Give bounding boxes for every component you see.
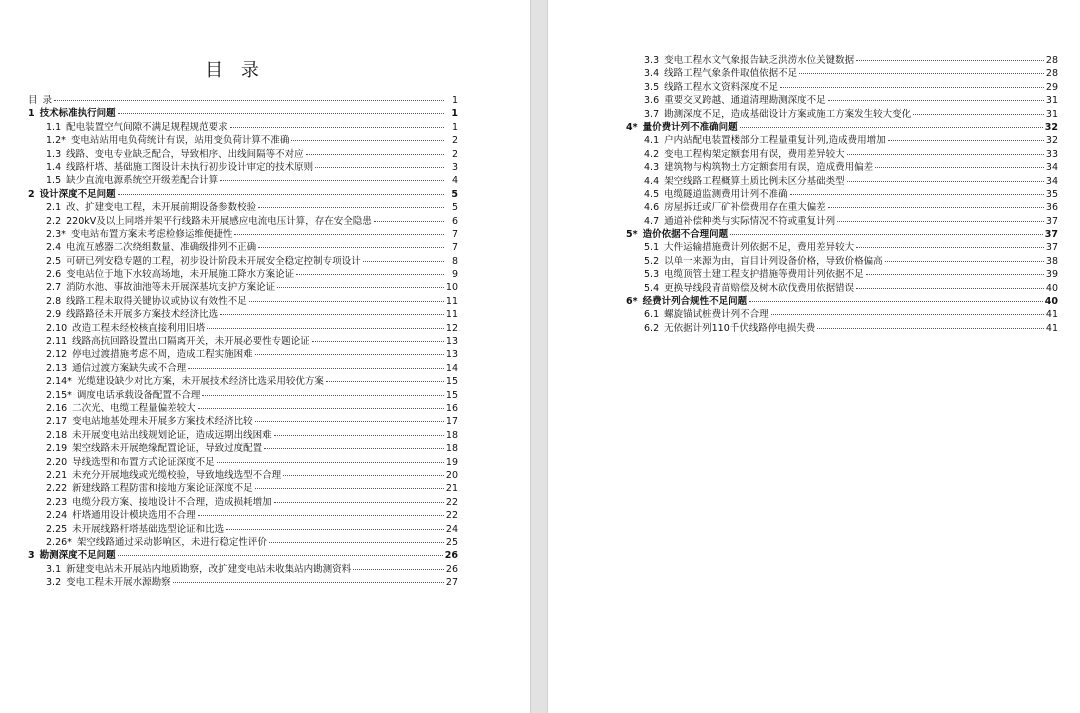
- toc-entry-page: 8: [451, 255, 458, 267]
- toc-leader-dots: [258, 207, 444, 208]
- toc-entry-title: 缺少直流电源系统空开级差配合计算: [66, 175, 219, 187]
- toc-leader-dots: [856, 60, 1044, 61]
- toc-entry-number: 2.9: [46, 309, 62, 321]
- toc-entry-title: 线路、变电专业缺乏配合，导致相序、出线间隔等不对应: [66, 148, 304, 160]
- toc-entry[interactable]: [626, 108, 1058, 121]
- left-page: [0, 0, 530, 713]
- toc-entry-page: 14: [445, 362, 458, 374]
- toc-entry-page: 29: [1045, 81, 1058, 93]
- toc-entry-page: 41: [1045, 322, 1058, 334]
- toc-entry[interactable]: [28, 121, 458, 134]
- toc-entry[interactable]: [28, 456, 458, 469]
- toc-leader-dots: [740, 127, 1043, 128]
- toc-entry-title: 变电站站用电负荷统计有误，站用变负荷计算不准确: [70, 135, 290, 147]
- toc-leader-dots: [847, 154, 1044, 155]
- toc-leader-dots: [269, 542, 444, 543]
- toc-entry-title: 新建线路工程防雷和接地方案论证深度不足: [72, 483, 253, 495]
- toc-entry-page: 2: [451, 135, 458, 147]
- toc-entry[interactable]: [28, 536, 458, 549]
- toc-entry-number: 1.2*: [46, 135, 66, 147]
- toc-entry-title: 线路工程未取得关键协议或协议有效性不足: [66, 295, 247, 307]
- toc-entry[interactable]: [28, 469, 458, 482]
- toc-entry[interactable]: [626, 228, 1058, 241]
- toc-entry-number: 2.23: [46, 496, 68, 508]
- toc-leader-dots: [828, 207, 1044, 208]
- toc-entry-title: 配电装置空气间隙不满足规程规范要求: [66, 121, 228, 133]
- toc-leader-dots: [847, 181, 1044, 182]
- right-toc-list: [626, 54, 1058, 335]
- toc-entry-page: 22: [445, 496, 458, 508]
- toc-leader-dots: [255, 488, 444, 489]
- toc-entry-number: 3: [28, 550, 35, 562]
- toc-entry-page: 13: [445, 349, 458, 361]
- toc-entry[interactable]: [28, 228, 458, 241]
- toc-entry-title: 停电过渡措施考虑不周，造成工程实施困难: [72, 349, 253, 361]
- toc-entry-title: 重要交叉跨越、通道清理勘测深度不足: [664, 95, 826, 107]
- toc-entry[interactable]: [28, 268, 458, 281]
- toc-entry[interactable]: [28, 496, 458, 509]
- toc-entry[interactable]: [28, 281, 458, 294]
- toc-leader-dots: [799, 73, 1044, 74]
- toc-entry-number: 2.18: [46, 429, 68, 441]
- toc-entry-title: 二次光、电缆工程量偏差较大: [72, 402, 196, 414]
- toc-entry-number: 3.4: [644, 68, 660, 80]
- toc-entry-number: 2.24: [46, 510, 68, 522]
- toc-entry-title: 勘测深度不足，造成基础设计方案或施工方案发生较大变化: [664, 108, 912, 120]
- toc-entry-number: 6*: [626, 296, 638, 308]
- toc-leader-dots: [274, 435, 444, 436]
- page-gutter: [530, 0, 548, 713]
- toc-entry-page: 28: [1045, 68, 1058, 80]
- toc-entry-title: 导线选型和布置方式论证深度不足: [72, 456, 215, 468]
- toc-entry-page: 26: [445, 563, 458, 575]
- toc-entry-page: 37: [1045, 242, 1058, 254]
- toc-entry-page: 17: [445, 416, 458, 428]
- toc-entry-page: 15: [445, 376, 458, 388]
- toc-entry-number: 4.2: [644, 148, 660, 160]
- toc-entry-title: 变电工程构架定额套用有误，费用差异较大: [664, 148, 845, 160]
- toc-entry-title: 经费计列合规性不足问题: [642, 296, 748, 308]
- toc-entry[interactable]: [28, 563, 458, 576]
- toc-entry[interactable]: [626, 255, 1058, 268]
- toc-entry-title: 设计深度不足问题: [39, 188, 116, 200]
- toc-entry-title: 消防水池、事故油池等未开展深基坑支护方案论证: [66, 282, 276, 294]
- toc-leader-dots: [255, 421, 444, 422]
- toc-entry[interactable]: [28, 107, 458, 120]
- toc-entry-number: 2.6: [46, 269, 62, 281]
- toc-entry-number: 2.7: [46, 282, 62, 294]
- toc-entry-number: 5.1: [644, 242, 660, 254]
- toc-entry-title: 架空线路工程概算土质比例未区分基础类型: [664, 175, 845, 187]
- toc-leader-dots: [790, 194, 1044, 195]
- toc-entry[interactable]: [28, 549, 458, 562]
- toc-entry[interactable]: [626, 308, 1058, 321]
- toc-leader-dots: [913, 114, 1044, 115]
- toc-leader-dots: [198, 515, 444, 516]
- toc-entry-page: 5: [451, 188, 458, 200]
- toc-leader-dots: [226, 529, 444, 530]
- toc-entry[interactable]: [28, 295, 458, 308]
- toc-entry-title: 变电工程未开展水源勘察: [66, 577, 171, 589]
- toc-leader-dots: [118, 555, 443, 556]
- toc-leader-dots: [54, 100, 444, 101]
- toc-leader-dots: [374, 221, 444, 222]
- toc-entry-page: 34: [1045, 175, 1058, 187]
- toc-title: 目 录: [205, 60, 265, 81]
- toc-entry-page: 41: [1045, 309, 1058, 321]
- toc-entry[interactable]: [626, 295, 1058, 308]
- toc-entry-number: 3.7: [644, 108, 660, 120]
- toc-entry-number: 2.11: [46, 336, 68, 348]
- toc-entry-title: 造价依据不合理问题: [642, 229, 729, 241]
- toc-leader-dots: [312, 341, 444, 342]
- toc-leader-dots: [230, 127, 444, 128]
- toc-entry-page: 18: [445, 429, 458, 441]
- toc-entry[interactable]: [28, 482, 458, 495]
- toc-entry-page: 34: [1045, 162, 1058, 174]
- toc-entry-title: 架空线路未开展绝缘配置论证，导致过度配置: [72, 443, 263, 455]
- toc-entry-page: 33: [1045, 148, 1058, 160]
- toc-entry-title: 杆塔通用设计模块选用不合理: [72, 510, 196, 522]
- toc-entry-number: 2.15*: [46, 389, 72, 401]
- toc-entry-title: 可研已列安稳专题的工程，初步设计阶段未开展安全稳定控制专项设计: [66, 255, 361, 267]
- toc-entry-title: 线路杆塔、基础施工图设计未执行初步设计审定的技术原则: [66, 161, 314, 173]
- toc-leader-dots: [326, 381, 444, 382]
- toc-entry-page: 15: [445, 389, 458, 401]
- toc-leader-dots: [283, 475, 444, 476]
- toc-entry-title: 通道补偿种类与实际情况不符或重复计列: [664, 215, 836, 227]
- toc-entry-page: 12: [445, 322, 458, 334]
- toc-leader-dots: [828, 100, 1044, 101]
- toc-entry-page: 5: [451, 202, 458, 214]
- toc-entry-title: 房屋拆迁或厂矿补偿费用存在重大偏差: [664, 202, 826, 214]
- toc-entry-page: 28: [1045, 55, 1058, 66]
- toc-entry-number: 2.14*: [46, 376, 72, 388]
- toc-entry-number: 2.8: [46, 295, 62, 307]
- toc-entry-page: 7: [451, 228, 458, 240]
- toc-entry-title: 更换导线段青苗赔偿及树木砍伐费用依据错误: [664, 282, 855, 294]
- right-page: [548, 0, 1080, 713]
- toc-entry-page: 11: [445, 295, 458, 307]
- toc-leader-dots: [866, 274, 1044, 275]
- toc-leader-dots: [856, 288, 1044, 289]
- toc-entry-number: 2.25: [46, 523, 68, 535]
- toc-entry-page: 10: [445, 282, 458, 294]
- toc-entry-title: 螺旋锚试桩费计列不合理: [664, 309, 769, 321]
- toc-entry-number: 2.16: [46, 402, 68, 414]
- toc-leader-dots: [885, 261, 1044, 262]
- toc-entry-page: 31: [1045, 108, 1058, 120]
- toc-entry-number: 3.3: [644, 55, 660, 66]
- left-toc-list: [28, 94, 458, 589]
- toc-entry-page: 24: [445, 523, 458, 535]
- toc-entry-page: 19: [445, 456, 458, 468]
- toc-entry-page: 35: [1045, 188, 1058, 200]
- toc-entry-number: 2.17: [46, 416, 68, 428]
- toc-entry-number: 1: [28, 108, 35, 120]
- toc-leader-dots: [255, 354, 444, 355]
- toc-entry-page: 37: [1044, 229, 1058, 241]
- toc-entry-title: 电缆分段方案、接地设计不合理，造成损耗增加: [72, 496, 272, 508]
- toc-entry-title: 未开展变电站出线规划论证，造成远期出线困难: [72, 429, 272, 441]
- toc-leader-dots: [249, 301, 444, 302]
- toc-entry[interactable]: [28, 134, 458, 147]
- toc-entry-number: 3.6: [644, 95, 660, 107]
- toc-entry[interactable]: [626, 268, 1058, 281]
- toc-entry-number: 5.4: [644, 282, 660, 294]
- toc-leader-dots: [198, 408, 444, 409]
- toc-entry[interactable]: [28, 174, 458, 187]
- toc-leader-dots: [217, 462, 444, 463]
- toc-entry[interactable]: [626, 161, 1058, 174]
- toc-entry-title: 电缆顶管土建工程支护措施等费用计列依据不足: [664, 269, 864, 281]
- toc-entry-page: 3: [451, 161, 458, 173]
- toc-leader-dots: [277, 287, 444, 288]
- toc-entry[interactable]: [28, 429, 458, 442]
- toc-entry-number: 1.3: [46, 148, 62, 160]
- toc-entry-page: 20: [445, 469, 458, 481]
- toc-entry[interactable]: [28, 94, 458, 107]
- toc-entry-title: 大件运输措施费计列依据不足，费用差异较大: [664, 242, 855, 254]
- toc-leader-dots: [207, 328, 444, 329]
- toc-leader-dots: [875, 167, 1044, 168]
- toc-entry[interactable]: [28, 523, 458, 536]
- toc-entry[interactable]: [28, 215, 458, 228]
- toc-entry[interactable]: [626, 81, 1058, 94]
- toc-entry[interactable]: [626, 134, 1058, 147]
- toc-entry-page: 32: [1045, 135, 1058, 147]
- toc-leader-dots: [118, 194, 444, 195]
- toc-entry-number: 1.1: [46, 121, 62, 133]
- toc-leader-dots: [296, 274, 444, 275]
- toc-entry-title: 光缆建设缺少对比方案，未开展技术经济比选采用较优方案: [76, 376, 324, 388]
- toc-leader-dots: [220, 314, 444, 315]
- toc-entry-page: 18: [445, 443, 458, 455]
- toc-entry-title: 电缆隧道监测费用计列不准确: [664, 188, 788, 200]
- toc-entry-number: 5*: [626, 229, 638, 241]
- toc-entry-title: 技术标准执行问题: [39, 108, 116, 120]
- toc-leader-dots: [220, 180, 444, 181]
- toc-entry-page: 13: [445, 336, 458, 348]
- toc-entry[interactable]: [28, 362, 458, 375]
- toc-entry-page: 22: [445, 510, 458, 522]
- toc-entry-title: 线路高抗回路设置出口隔离开关，未开展必要性专题论证: [72, 336, 310, 348]
- toc-entry-title: 线路路径未开展多方案技术经济比选: [66, 309, 219, 321]
- toc-entry[interactable]: [28, 375, 458, 388]
- toc-entry-number: 2.1: [46, 202, 62, 214]
- toc-leader-dots: [264, 448, 444, 449]
- toc-entry-number: 2.19: [46, 443, 68, 455]
- toc-leader-dots: [856, 247, 1044, 248]
- toc-entry-number: 2.4: [46, 242, 62, 254]
- toc-entry-page: 40: [1045, 282, 1058, 294]
- toc-entry-number: 2.12: [46, 349, 68, 361]
- toc-entry[interactable]: [626, 94, 1058, 107]
- toc-entry-number: 4*: [626, 121, 638, 133]
- toc-entry-number: 目: [28, 95, 38, 106]
- toc-entry-number: 3.5: [644, 81, 660, 93]
- toc-entry-page: 25: [445, 536, 458, 548]
- toc-entry[interactable]: [28, 442, 458, 455]
- toc-leader-dots: [780, 87, 1044, 88]
- toc-entry-number: 4.7: [644, 215, 660, 227]
- toc-entry-page: 16: [445, 402, 458, 414]
- toc-entry-number: 2.10: [46, 322, 68, 334]
- toc-entry-page: 39: [1045, 269, 1058, 281]
- toc-entry-number: 6.1: [644, 309, 660, 321]
- toc-entry-page: 1: [451, 121, 458, 133]
- toc-entry-title: 未充分开展地线或光缆校验，导致地线选型不合理: [72, 469, 282, 481]
- toc-entry-number: 6.2: [644, 322, 660, 334]
- toc-entry-number: 2.13: [46, 362, 68, 374]
- toc-entry-number: 2.5: [46, 255, 62, 267]
- toc-entry-page: 1: [451, 108, 458, 120]
- toc-entry-title: 勘测深度不足问题: [39, 550, 116, 562]
- toc-entry-title: 变电站位于地下水较高场地，未开展施工降水方案论证: [66, 269, 295, 281]
- toc-entry[interactable]: [626, 241, 1058, 254]
- toc-entry-number: 2.3*: [46, 228, 66, 240]
- toc-entry[interactable]: [626, 282, 1058, 295]
- toc-leader-dots: [173, 582, 444, 583]
- toc-leader-dots: [353, 569, 444, 570]
- toc-entry-number: 3.1: [46, 563, 62, 575]
- toc-entry-number: 1.5: [46, 175, 62, 187]
- toc-entry[interactable]: [28, 335, 458, 348]
- toc-entry[interactable]: [626, 175, 1058, 188]
- toc-entry-number: 2.20: [46, 456, 68, 468]
- toc-entry-page: 26: [444, 550, 458, 562]
- toc-entry[interactable]: [28, 148, 458, 161]
- toc-leader-dots: [274, 502, 444, 503]
- toc-entry-page: 32: [1044, 121, 1058, 133]
- toc-entry-title: 未开展线路杆塔基础选型论证和比选: [72, 523, 225, 535]
- toc-entry[interactable]: [28, 308, 458, 321]
- toc-entry-title: 新建变电站未开展站内地质勘察，改扩建变电站未收集站内勘测资料: [66, 563, 352, 575]
- toc-entry-number: 3.2: [46, 577, 62, 589]
- toc-leader-dots: [771, 314, 1044, 315]
- toc-entry[interactable]: [28, 322, 458, 335]
- toc-entry[interactable]: [28, 509, 458, 522]
- toc-entry[interactable]: [626, 67, 1058, 80]
- toc-leader-dots: [306, 154, 444, 155]
- toc-entry-title: 无依据计列110千伏线路停电损失费: [664, 322, 816, 334]
- toc-entry[interactable]: [626, 54, 1058, 67]
- toc-entry-number: 4.1: [644, 135, 660, 147]
- toc-entry[interactable]: [28, 188, 458, 201]
- toc-entry-title: 线路工程气象条件取值依据不足: [664, 68, 798, 80]
- toc-entry-title: 变电站地基处理未开展多方案技术经济比较: [72, 416, 253, 428]
- toc-entry-page: 6: [451, 215, 458, 227]
- toc-leader-dots: [363, 261, 444, 262]
- toc-entry[interactable]: [626, 322, 1058, 335]
- toc-leader-dots: [315, 167, 444, 168]
- toc-entry-title: 变电站布置方案未考虑检修运维便捷性: [70, 228, 233, 240]
- toc-entry-page: 4: [451, 175, 458, 187]
- toc-entry-title: 电流互感器二次绕组数量、准确级排列不正确: [66, 242, 257, 254]
- toc-entry[interactable]: [28, 201, 458, 214]
- toc-entry[interactable]: [626, 121, 1058, 134]
- toc-entry-number: 2.22: [46, 483, 68, 495]
- toc-leader-dots: [888, 140, 1044, 141]
- toc-entry-title: 户内站配电装置楼部分工程量重复计列,造成费用增加: [664, 135, 886, 147]
- toc-leader-dots: [188, 368, 444, 369]
- toc-entry-page: 27: [445, 577, 458, 589]
- toc-entry-title: 录: [42, 95, 53, 106]
- toc-entry-page: 21: [445, 483, 458, 495]
- toc-entry-title: 量价费计列不准确问题: [642, 121, 738, 133]
- toc-entry[interactable]: [626, 188, 1058, 201]
- toc-entry-title: 220kV及以上同塔并架平行线路未开展感应电流电压计算，存在安全隐患: [66, 215, 372, 227]
- toc-entry-title: 架空线路通过采动影响区，未进行稳定性评价: [76, 536, 267, 548]
- toc-entry[interactable]: [28, 241, 458, 254]
- toc-entry-number: 4.4: [644, 175, 660, 187]
- toc-entry-number: 2.2: [46, 215, 62, 227]
- toc-entry-page: 11: [445, 309, 458, 321]
- toc-entry-title: 线路工程水文资料深度不足: [664, 81, 779, 93]
- toc-entry-page: 7: [451, 242, 458, 254]
- toc-leader-dots: [258, 247, 444, 248]
- toc-leader-dots: [817, 328, 1044, 329]
- toc-entry[interactable]: [626, 148, 1058, 161]
- toc-entry-page: 1: [451, 95, 458, 106]
- toc-leader-dots: [234, 234, 444, 235]
- toc-entry[interactable]: [28, 415, 458, 428]
- toc-entry-title: 以单一来源为由，盲目计列设备价格，导致价格偏高: [664, 255, 883, 267]
- toc-entry-page: 40: [1044, 296, 1058, 308]
- toc-entry[interactable]: [28, 576, 458, 589]
- toc-entry-page: 36: [1045, 202, 1058, 214]
- toc-leader-dots: [291, 140, 444, 141]
- toc-entry-title: 改造工程未经校核直接利用旧塔: [72, 322, 206, 334]
- toc-entry[interactable]: [28, 255, 458, 268]
- toc-entry-number: 2.21: [46, 469, 68, 481]
- toc-entry[interactable]: [28, 348, 458, 361]
- toc-entry-number: 2: [28, 188, 35, 200]
- toc-entry-title: 建筑物与构筑物土方定额套用有误，造成费用偏差: [664, 162, 874, 174]
- toc-entry-number: 5.3: [644, 269, 660, 281]
- toc-entry-number: 4.3: [644, 162, 660, 174]
- toc-entry-number: 4.6: [644, 202, 660, 214]
- toc-entry-page: 37: [1045, 215, 1058, 227]
- toc-leader-dots: [202, 395, 443, 396]
- toc-entry-page: 31: [1045, 95, 1058, 107]
- toc-entry-page: 2: [451, 148, 458, 160]
- toc-entry[interactable]: [28, 161, 458, 174]
- toc-entry-page: 9: [451, 269, 458, 281]
- toc-entry-page: 38: [1045, 255, 1058, 267]
- toc-entry[interactable]: [626, 215, 1058, 228]
- toc-entry[interactable]: [28, 402, 458, 415]
- toc-entry[interactable]: [28, 389, 458, 402]
- toc-entry-number: 1.4: [46, 161, 62, 173]
- toc-entry-title: 变电工程水文气象报告缺乏洪涝水位关键数据: [664, 55, 855, 66]
- toc-leader-dots: [730, 234, 1043, 235]
- toc-entry-title: 调度电话承载设备配置不合理: [76, 389, 201, 401]
- toc-leader-dots: [118, 113, 444, 114]
- toc-leader-dots: [749, 301, 1043, 302]
- toc-entry-number: 5.2: [644, 255, 660, 267]
- toc-entry-title: 通信过渡方案缺失或不合理: [72, 362, 187, 374]
- toc-entry-title: 改、扩建变电工程，未开展前期设备参数校验: [66, 202, 257, 214]
- toc-entry-number: 4.5: [644, 188, 660, 200]
- toc-leader-dots: [837, 221, 1044, 222]
- toc-entry-number: 2.26*: [46, 536, 72, 548]
- toc-entry[interactable]: [626, 201, 1058, 214]
